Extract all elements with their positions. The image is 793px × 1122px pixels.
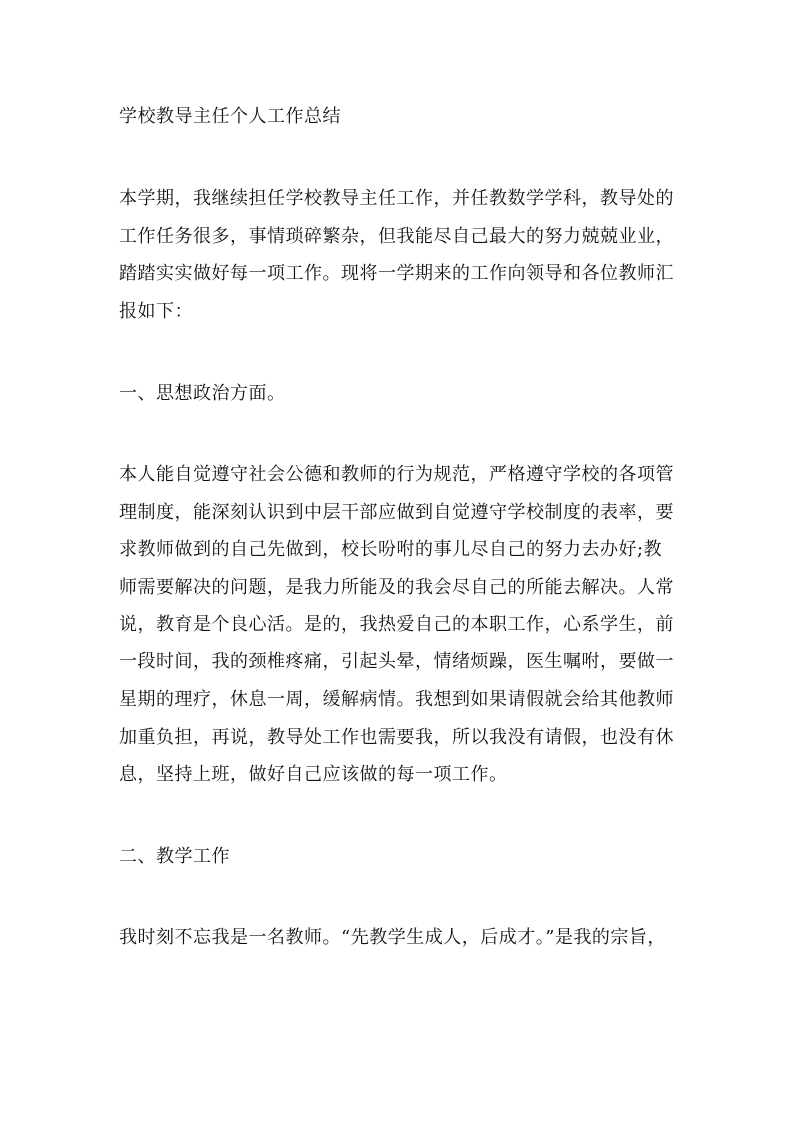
document-title: 学校教导主任个人工作总结 <box>119 106 341 127</box>
paragraph-line: 求教师做到的自己先做到，校长吩咐的事儿尽自己的努力去办好;教 <box>119 539 663 560</box>
paragraph-line: 报如下： <box>119 301 193 322</box>
section-heading: 一、思想政治方面。 <box>119 383 286 404</box>
paragraph-line: 一段时间，我的颈椎疼痛，引起头晕，情绪烦躁，医生嘱咐，要做一 <box>119 651 674 672</box>
paragraph-line: 踏踏实实做好每一项工作。现将一学期来的工作向领导和各位教师汇 <box>119 263 674 284</box>
paragraph-line: 工作任务很多，事情琐碎繁杂，但我能尽自己最大的努力兢兢业业， <box>119 226 674 247</box>
paragraph-line: 师需要解决的问题，是我力所能及的我会尽自己的所能去解决。人常 <box>119 577 674 598</box>
paragraph-line: 星期的理疗，休息一周，缓解病情。我想到如果请假就会给其他教师 <box>119 689 674 710</box>
paragraph-line: 本人能自觉遵守社会公德和教师的行为规范，严格遵守学校的各项管 <box>119 464 674 485</box>
paragraph-line: 息，坚持上班，做好自己应该做的每一项工作。 <box>119 764 508 785</box>
paragraph-line: 本学期，我继续担任学校教导主任工作，并任教数学学科，教导处的 <box>119 188 674 209</box>
paragraph-line: 理制度，能深刻认识到中层干部应做到自觉遵守学校制度的表率，要 <box>119 502 674 523</box>
section-heading: 二、教学工作 <box>119 846 230 867</box>
paragraph-line: 我时刻不忘我是一名教师。“先教学生成人，后成才。”是我的宗旨， <box>119 927 666 948</box>
paragraph-line: 加重负担，再说，教导处工作也需要我，所以我没有请假，也没有休 <box>119 727 674 748</box>
paragraph-line: 说，教育是个良心活。是的，我热爱自己的本职工作，心系学生，前 <box>119 614 674 635</box>
